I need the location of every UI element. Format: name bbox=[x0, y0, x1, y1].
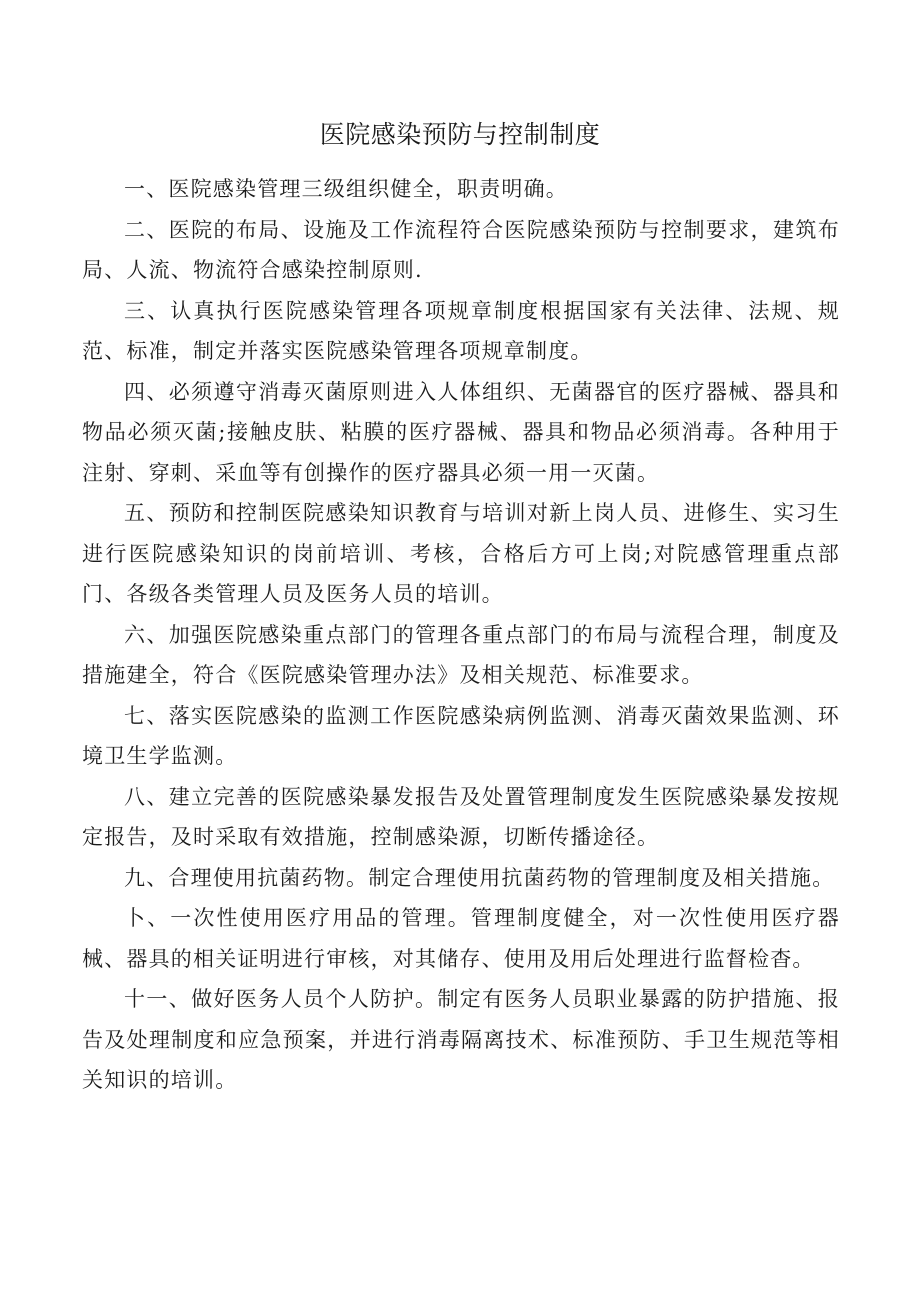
paragraph-8: 八、建立完善的医院感染暴发报告及处置管理制度发生医院感染暴发按规定报告，及时采取有效措施，控制感染源，切断传播途径。 bbox=[82, 784, 840, 849]
paragraph-3: 三、认真执行医院感染管理各项规章制度根据国家有关法律、法规、规范、标准，制定并落实医院感染管理各项规章制度。 bbox=[82, 298, 840, 363]
paragraph-1: 一、医院感染管理三级组织健全，职责明确。 bbox=[124, 177, 568, 201]
paragraph-5: 五、预防和控制医院感染知识教育与培训对新上岗人员、进修生、实习生进行医院感染知识的岗前培训、考核，合格后方可上岗;对院感管理重点部门、各级各类管理人员及医务人员的培训。 bbox=[82, 501, 840, 606]
paragraph-7: 七、落实医院感染的监测工作医院感染病例监测、消毒灭菌效果监测、环境卫生学监测。 bbox=[82, 703, 840, 768]
paragraph-4: 四、必须遵守消毒灭菌原则进入人体组织、无菌器官的医疗器械、器具和物品必须灭菌;接触皮肤、粘膜的医疗器械、器具和物品必须消毒。各种用于注射、穿刺、采血等有创操作的医疗器具必须一用一灭菌。 bbox=[82, 379, 840, 485]
paragraph-10: 卜、一次性使用医疗用品的管理。管理制度健全，对一次性使用医疗器械、器具的相关证明进行审核，对其储存、使用及用后处理进行监督检杳。 bbox=[82, 906, 840, 971]
document-body bbox=[82, 169, 840, 1101]
paragraph-6: 六、加强医院感染重点部门的管理各重点部门的布局与流程合理，制度及措施建全，符合《医院感染管理办法》及相关规范、标准要求。 bbox=[82, 622, 840, 687]
paragraph-9: 九、合理使用抗菌药物。制定合理使用抗菌药物的管理制度及相关措施。 bbox=[124, 865, 835, 890]
paragraph-11: 十一、做好医务人员个人防护。制定有医务人员职业暴露的防护措施、报告及处理制度和应急预案，并进行消毒隔离技术、标准预防、手卫生规范等相关知识的培训。 bbox=[82, 987, 840, 1092]
document-title: 医院感染预防与控制制度 bbox=[319, 120, 601, 149]
paragraph-2: 二、医院的布局、设施及工作流程符合医院感染预防与控制要求，建筑布局、人流、物流符合感染控制原则. bbox=[82, 217, 840, 282]
